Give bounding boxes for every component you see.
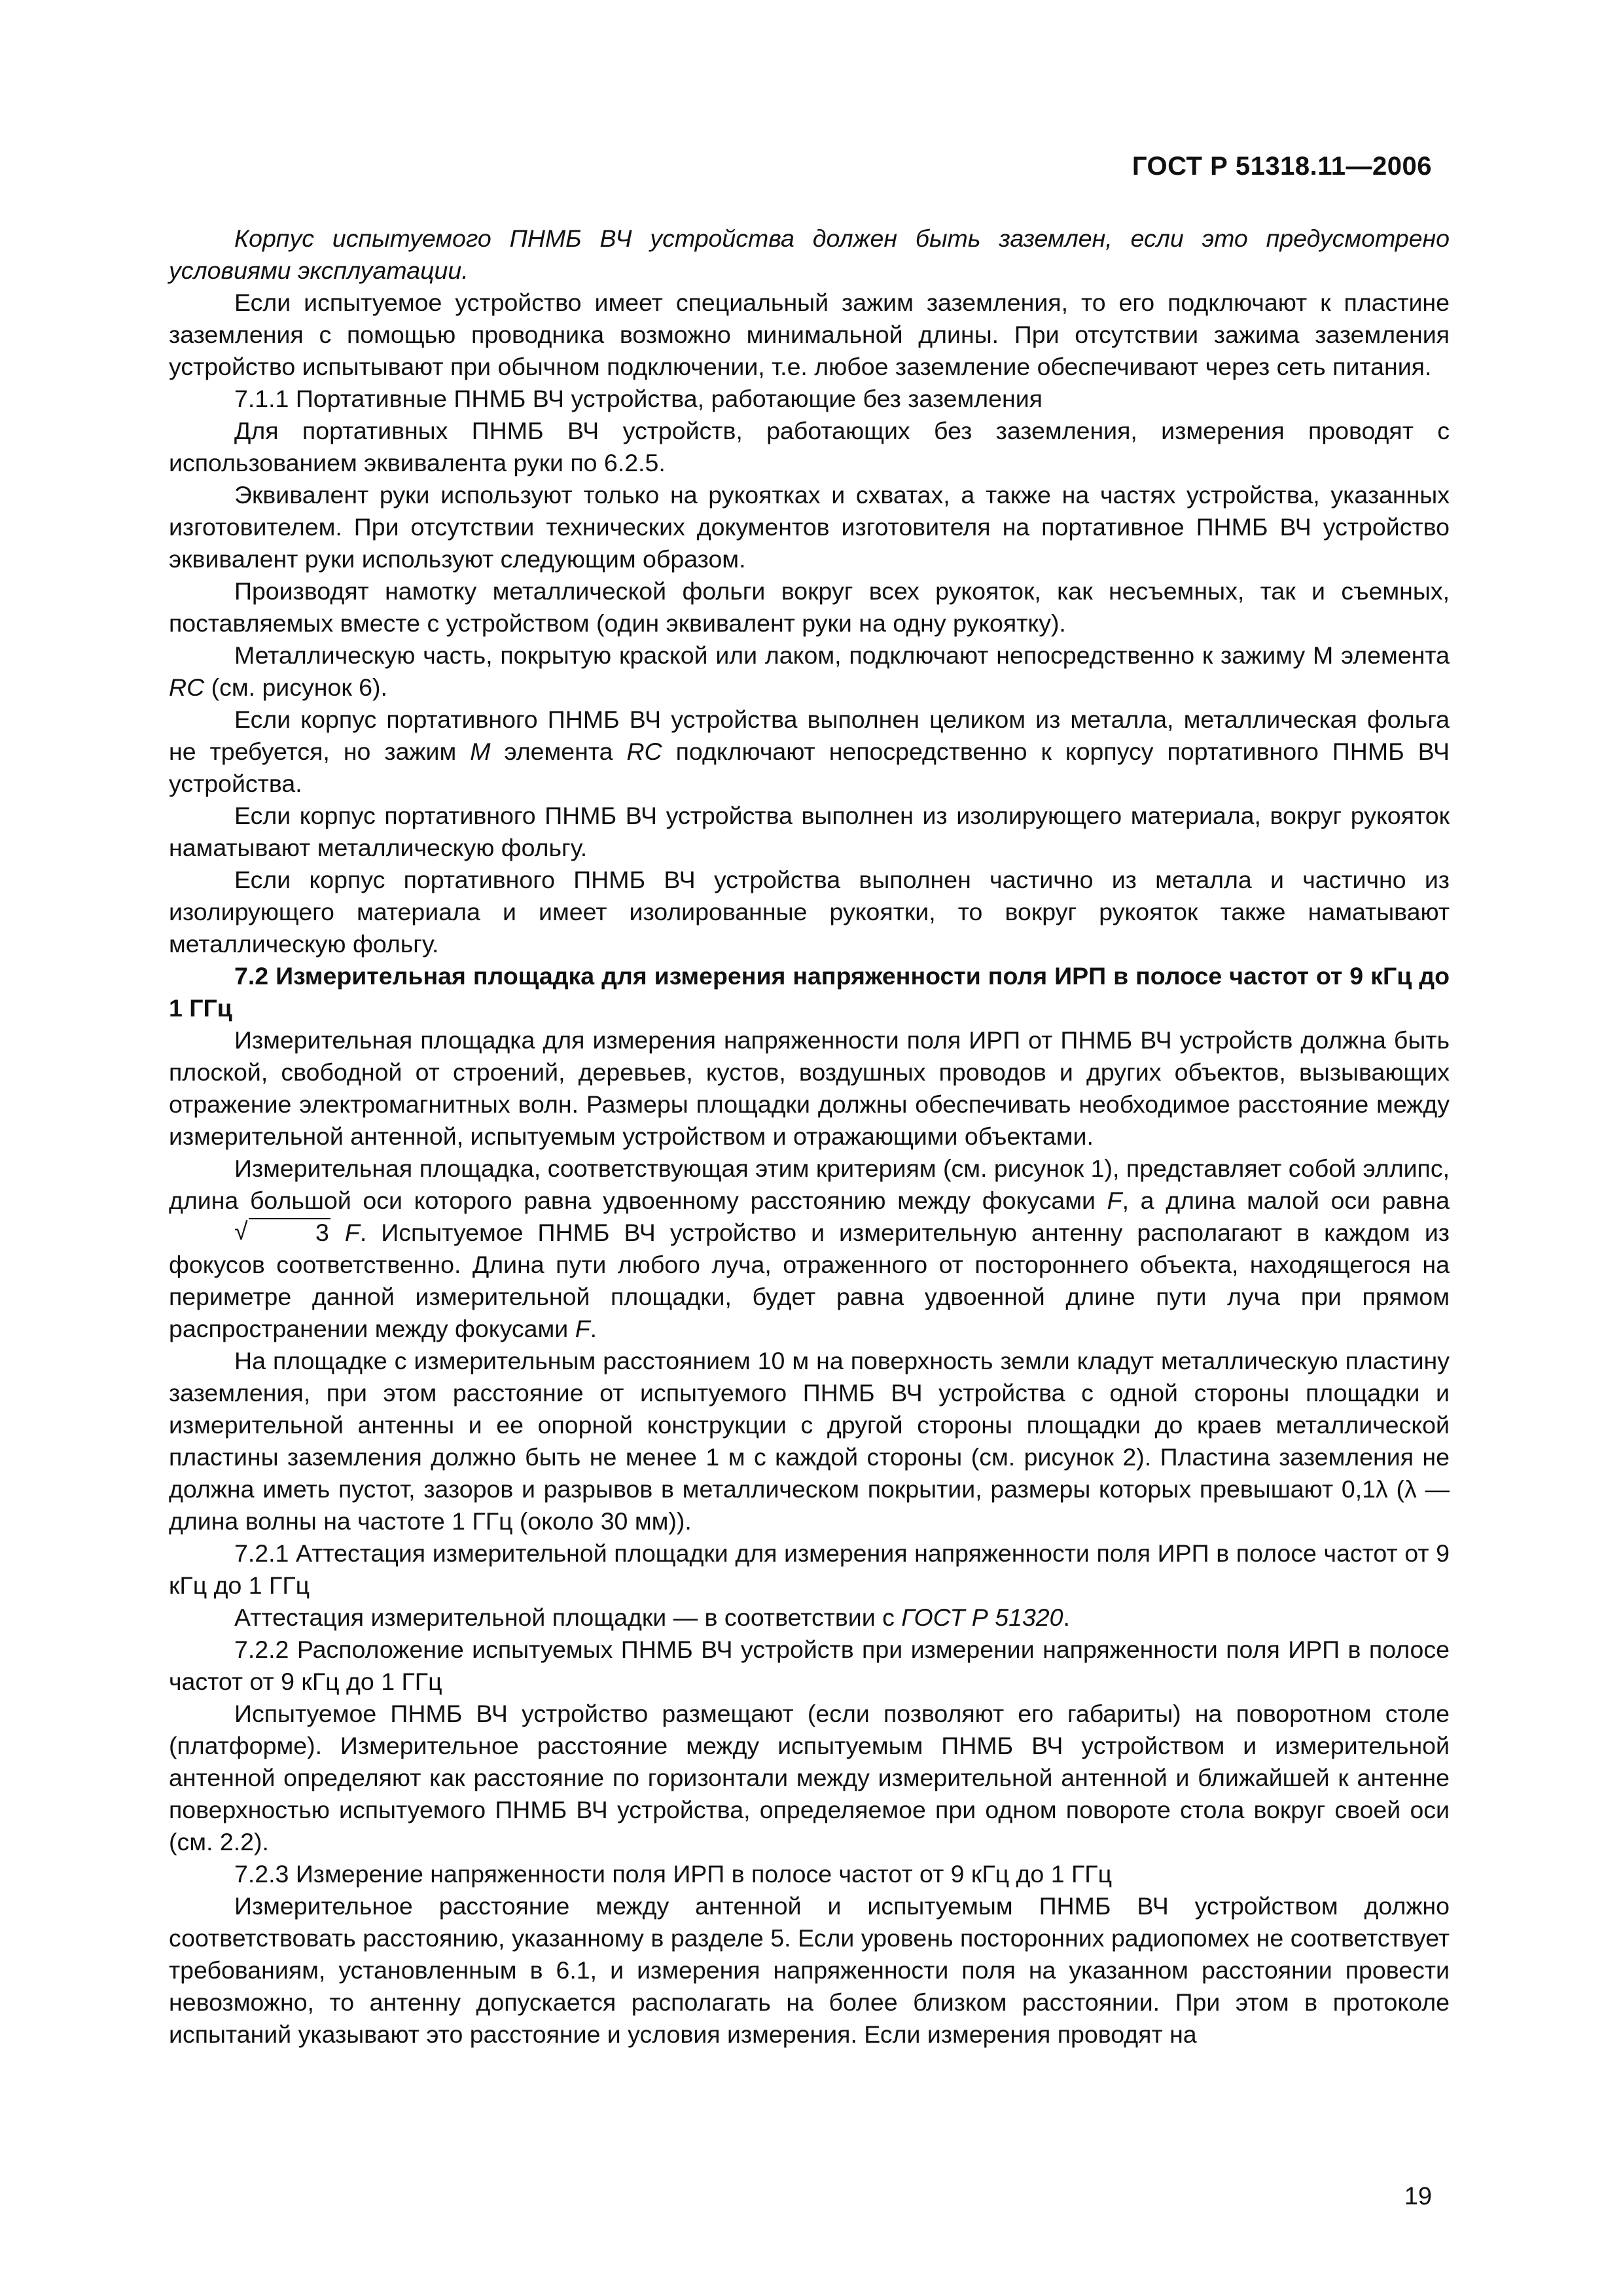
section-7-2-2-heading: 7.2.2 Расположение испытуемых ПНМБ ВЧ устройств при измерении напряженности поля ИРП в полосе частот от 9 кГц до 1 ГГц bbox=[169, 1636, 1450, 1695]
paragraph-grounding-terminal: Если испытуемое устройство имеет специальный зажим заземления, то его подключают к пластине заземления с помощью проводника возможно минимальной длины. При отсутствии зажима заземления устройство испытывают при обычном подключении, т.е. любое заземление обеспечивают через сеть питания. bbox=[169, 289, 1450, 380]
section-7-1-1-heading: 7.1.1 Портативные ПНМБ ВЧ устройства, работающие без заземления bbox=[234, 385, 1043, 412]
paragraph-ground-plane: На площадке с измерительным расстоянием 10 м на поверхность земли кладут металлическую пластину заземления, при этом расстояние от испытуемого ПНМБ ВЧ устройства с одной стороны площадки и измерительной антенны и ее опорной конструкции с другой стороны площадки до краев металлической пластины заземления должно быть не менее 1 м с каждой стороны (см. рисунок 2). Пластина заземления не должна иметь пустот, зазоров и разрывов в металлическом покрытии, размеры которых превышают 0,1λ (λ — длина волны на частоте 1 ГГц (около 30 мм)). bbox=[169, 1347, 1450, 1535]
paragraph-test-site: Измерительная площадка для измерения напряженности поля ИРП от ПНМБ ВЧ устройств должна быть плоской, свободной от строений, деревьев, кустов, воздушных проводов и других объектов, вызывающих отражение электромагнитных волн. Размеры площадки должны обеспечивать необходимое расстояние между измерительной антенной, испытуемым устройством и отражающими объектами. bbox=[169, 1026, 1450, 1150]
standard-reference: ГОСТ Р 51320 bbox=[901, 1604, 1063, 1631]
paragraph-measurement-distance: Измерительное расстояние между антенной и испытуемым ПНМБ ВЧ устройством должно соответствовать расстоянию, указанному в разделе 5. Если уровень посторонних радиопомех не соответствует требованиям, установленным в 6.1, и измерения напряженности поля на указанном расстоянии провести невозможно, то антенну допускается располагать на более близком расстоянии. При этом в протоколе испытаний указывают это расстояние и условия измерения. Если измерения проводят на bbox=[169, 1892, 1450, 2048]
square-root-symbol: √ 3 bbox=[169, 1217, 330, 1249]
document-body bbox=[169, 223, 1450, 2051]
paragraph-turntable: Испытуемое ПНМБ ВЧ устройство размещают (если позволяют его габариты) на поворотном столе (платформе). Измерительное расстояние между испытуемым ПНМБ ВЧ устройством и измерительной антенной определяют как расстояние по горизонтали между измерительной антенной и ближайшей к антенне поверхностью испытуемого ПНМБ ВЧ устройства, определяемое при одном повороте стола вокруг своей оси (см. 2.2). bbox=[169, 1700, 1450, 1856]
paragraph-hand-usage: Эквивалент руки используют только на рукоятках и схватах, а также на частях устройства, указанных изготовителем. При отсутствии технических документов изготовителя на портативное ПНМБ ВЧ устройство эквивалент руки используют следующим образом. bbox=[169, 481, 1450, 573]
paragraph-mixed-case: Если корпус портативного ПНМБ ВЧ устройства выполнен частично из металла и частично из изолирующего материала и имеет изолированные рукоятки, то вокруг рукояток также наматывают металлическую фольгу. bbox=[169, 866, 1450, 958]
paragraph-site-attestation: Аттестация измерительной площадки — в соответствии с ГОСТ Р 51320. bbox=[234, 1604, 1070, 1631]
section-7-2-1-heading: 7.2.1 Аттестация измерительной площадки для измерения напряженности поля ИРП в полосе частот от 9 кГц до 1 ГГц bbox=[169, 1539, 1450, 1599]
paragraph-metal-case: Если корпус портативного ПНМБ ВЧ устройства выполнен целиком из металла, металлическая фольга не требуется, но зажим M элемента RC подключают непосредственно к корпусу портативного ПНМБ ВЧ устройства. bbox=[169, 706, 1450, 797]
section-7-2-heading: 7.2 Измерительная площадка для измерения напряженности поля ИРП в полосе частот от 9 кГц до 1 ГГц bbox=[169, 962, 1450, 1022]
document-header: ГОСТ Р 51318.11—2006 bbox=[1132, 152, 1432, 181]
paragraph-hand-equivalent: Для портативных ПНМБ ВЧ устройств, работающих без заземления, измерения проводят с использованием эквивалента руки по 6.2.5. bbox=[169, 417, 1450, 476]
page-number: 19 bbox=[1404, 2183, 1432, 2210]
paragraph-insulating-case: Если корпус портативного ПНМБ ВЧ устройства выполнен из изолирующего материала, вокруг рукояток наматывают металлическую фольгу. bbox=[169, 802, 1450, 861]
paragraph-grounding-requirement: Корпус испытуемого ПНМБ ВЧ устройства должен быть заземлен, если это предусмотрено условиями эксплуатации. bbox=[169, 224, 1450, 284]
section-7-2-3-heading: 7.2.3 Измерение напряженности поля ИРП в полосе частот от 9 кГц до 1 ГГц bbox=[234, 1860, 1113, 1888]
paragraph-foil-wrapping: Производят намотку металлической фольги вокруг всех рукояток, как несъемных, так и съемных, поставляемых вместе с устройством (один эквивалент руки на одну рукоятку). bbox=[169, 577, 1450, 637]
paragraph-painted-metal: Металлическую часть, покрытую краской или лаком, подключают непосредственно к зажиму M элемента RC (см. рисунок 6). bbox=[169, 641, 1450, 701]
paragraph-ellipse-site: Измерительная площадка, соответствующая этим критериям (см. рисунок 1), представляет собой эллипс, длина большой оси которого равна удвоенному расстоянию между фокусами F, а длина малой оси равна √ 3 F. Испытуемое ПНМБ ВЧ устройство и измерительную антенну располагают в каждом из фокусов соответственно. Длина пути любого луча, отраженного от постороннего объекта, находящегося на периметре данной измерительной площадки, будет равна удвоенной длине пути луча при прямом распространении между фокусами F. bbox=[169, 1153, 1450, 1345]
